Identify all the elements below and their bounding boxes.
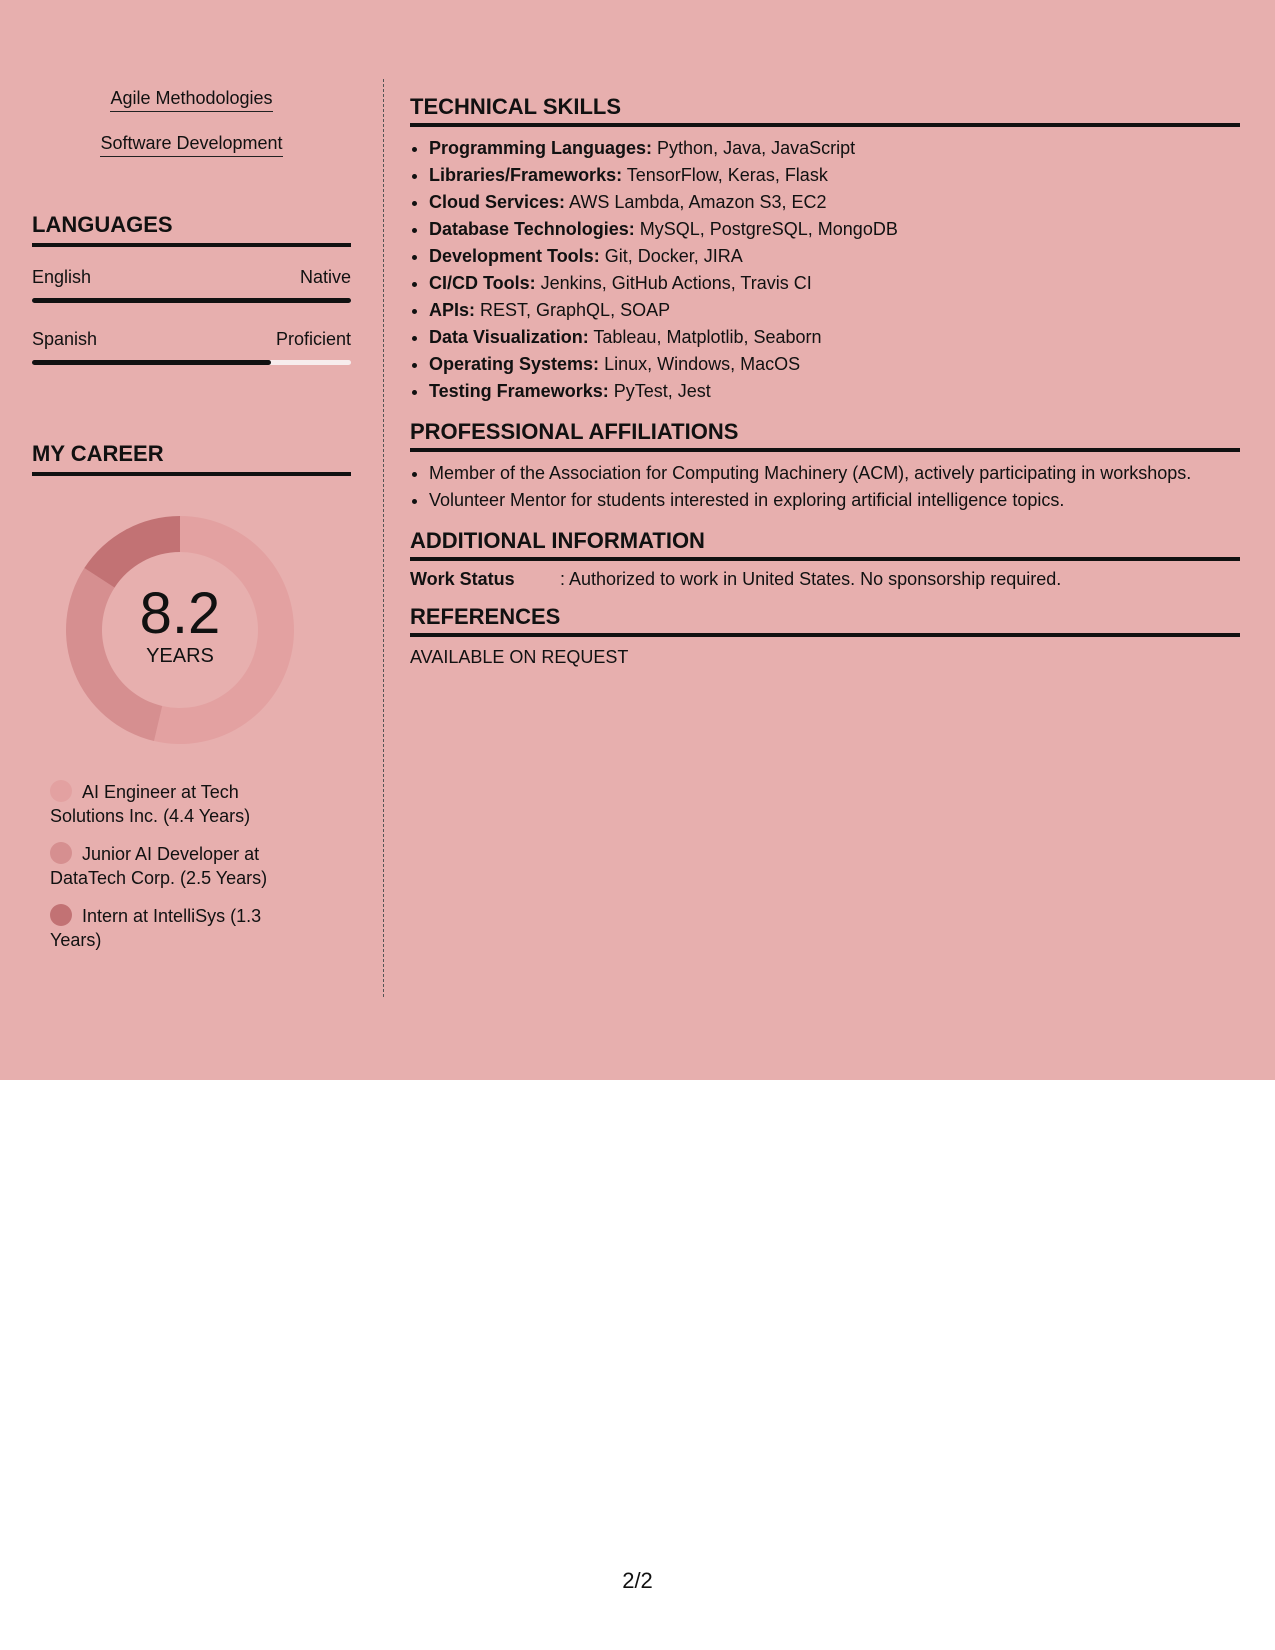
- legend-dot-icon: [50, 842, 72, 864]
- skill-term: Database Technologies:: [429, 219, 635, 239]
- skill-link-agile[interactable]: Agile Methodologies: [110, 88, 272, 112]
- skill-text: Jenkins, GitHub Actions, Travis CI: [535, 273, 812, 293]
- language-proficiency-fill: [32, 298, 351, 303]
- languages-section: [32, 212, 351, 365]
- skill-link-software-development[interactable]: Software Development: [100, 133, 282, 157]
- skill-text: REST, GraphQL, SOAP: [475, 300, 671, 320]
- career-donut-chart: [66, 516, 294, 744]
- references-text: AVAILABLE ON REQUEST: [410, 647, 629, 667]
- language-name: English: [32, 267, 92, 287]
- skill-term: Programming Languages:: [429, 138, 653, 158]
- work-status-label: Work Status: [410, 569, 515, 589]
- main-column: [410, 94, 1240, 668]
- work-status-row: [410, 569, 1240, 590]
- sidebar: [32, 78, 351, 966]
- career-legend-item: [50, 780, 290, 828]
- skill-text: Tableau, Matplotlib, Seaborn: [588, 327, 822, 347]
- list-item: • Volunteer Mentor for students interested in exploring artificial intelligence topics.: [429, 487, 1240, 514]
- languages-heading: LANGUAGES: [32, 212, 351, 247]
- career-section: [32, 441, 351, 952]
- affiliations-list: [410, 460, 1240, 514]
- skill-term: Operating Systems:: [429, 354, 600, 374]
- list-item: [429, 270, 1240, 297]
- list-item: [429, 297, 1240, 324]
- language-proficiency-bar: [32, 360, 351, 365]
- career-legend-label: AI Engineer at Tech Solutions Inc. (4.4 Years): [50, 782, 251, 826]
- language-name: Spanish: [32, 329, 98, 349]
- list-item: [429, 216, 1240, 243]
- skill-term: Data Visualization:: [429, 327, 589, 347]
- career-legend-label: Intern at IntelliSys (1.3 Years): [50, 906, 262, 950]
- skill-links: [32, 78, 351, 168]
- legend-dot-icon: [50, 904, 72, 926]
- list-item: [429, 189, 1240, 216]
- career-legend: [50, 780, 290, 952]
- affiliations-section: [410, 419, 1240, 514]
- skill-text: Git, Docker, JIRA: [599, 246, 743, 266]
- list-item: [429, 351, 1240, 378]
- career-legend-item: [50, 842, 290, 890]
- skill-term: CI/CD Tools:: [429, 273, 536, 293]
- skill-text: MySQL, PostgreSQL, MongoDB: [634, 219, 898, 239]
- skill-term: Cloud Services:: [429, 192, 566, 212]
- list-item: [429, 324, 1240, 351]
- technical-skills-section: [410, 94, 1240, 405]
- skill-text: AWS Lambda, Amazon S3, EC2: [565, 192, 827, 212]
- language-item: [32, 329, 351, 365]
- language-level: Proficient: [275, 329, 351, 349]
- additional-info-section: [410, 528, 1240, 590]
- technical-skills-heading: TECHNICAL SKILLS: [410, 94, 1240, 127]
- legend-dot-icon: [50, 780, 72, 802]
- skill-text: PyTest, Jest: [608, 381, 711, 401]
- career-legend-item: [50, 904, 290, 952]
- language-proficiency-bar: [32, 298, 351, 303]
- list-item: [429, 162, 1240, 189]
- skill-term: Libraries/Frameworks:: [429, 165, 623, 185]
- page-number: 2/2: [622, 1568, 653, 1593]
- career-heading: MY CAREER: [32, 441, 351, 476]
- language-item: [32, 267, 351, 303]
- language-proficiency-fill: [32, 360, 271, 365]
- references-section: [410, 604, 1240, 668]
- skill-text: Linux, Windows, MacOS: [599, 354, 801, 374]
- language-level: Native: [299, 267, 351, 287]
- list-item: [429, 378, 1240, 405]
- column-divider: [383, 79, 384, 997]
- skill-text: Python, Java, JavaScript: [652, 138, 856, 158]
- list-item: [429, 243, 1240, 270]
- additional-info-heading: ADDITIONAL INFORMATION: [410, 528, 1240, 561]
- career-total-unit: YEARS: [146, 644, 214, 667]
- technical-skills-list: [410, 135, 1240, 405]
- list-item: [429, 135, 1240, 162]
- skill-term: Testing Frameworks:: [429, 381, 609, 401]
- references-heading: REFERENCES: [410, 604, 1240, 637]
- career-total-value: 8.2: [139, 580, 221, 646]
- skill-text: TensorFlow, Keras, Flask: [622, 165, 828, 185]
- skill-term: APIs:: [429, 300, 476, 320]
- affiliations-heading: PROFESSIONAL AFFILIATIONS: [410, 419, 1240, 452]
- skill-term: Development Tools:: [429, 246, 600, 266]
- career-legend-label: Junior AI Developer at DataTech Corp. (2.5 Years): [50, 844, 268, 888]
- work-status-value: : Authorized to work in United States. No sponsorship required.: [560, 569, 1062, 589]
- list-item: • Member of the Association for Computing Machinery (ACM), actively participating in workshops.: [429, 460, 1240, 487]
